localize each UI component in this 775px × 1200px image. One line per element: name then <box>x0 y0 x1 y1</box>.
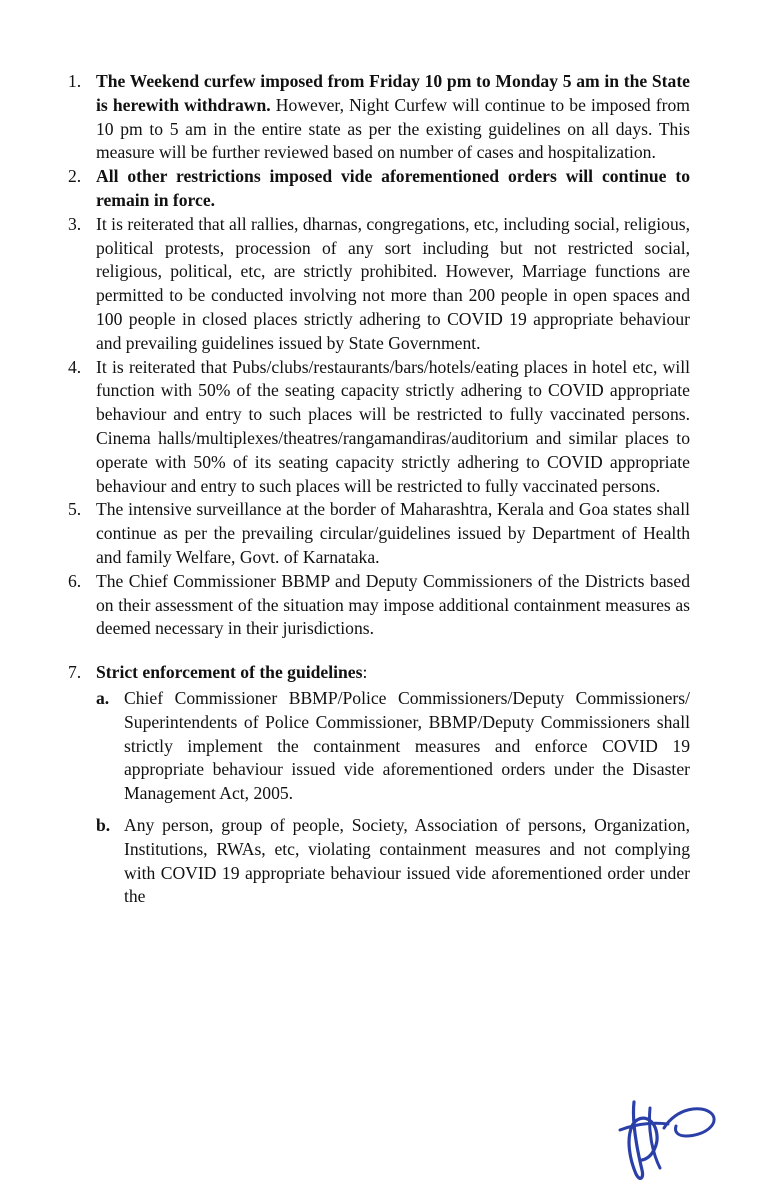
list-item-3 <box>62 213 690 356</box>
sub-item-letter: a. <box>96 687 110 708</box>
item-number: 1. <box>68 71 82 91</box>
list-item-7 <box>62 661 690 909</box>
list-item-5 <box>62 498 690 569</box>
item-text: The Chief Commissioner BBMP and Deputy Commissioners of the Districts based on their assessment of the situation may impose additional containment measures as deemed necessary in their jurisdictions. <box>96 570 690 639</box>
item-text: The intensive surveillance at the border of Maharashtra, Kerala and Goa states shall continue as per the prevailing circular/guidelines issued by Department of Health and family Welfare, Govt. of Karnataka. <box>96 499 690 567</box>
signature-stroke <box>620 1123 668 1130</box>
sub-item-text: Any person, group of people, Society, Association of persons, Organization, Institutions, RWAs, etc, violating containment measures and not complying with COVID 19 appropriate behaviour issued vide aforementioned order under the <box>124 814 690 907</box>
item-bold-text: The Weekend curfew imposed from Friday 10 pm to Monday 5 am in the State is herewith withdrawn. <box>96 71 690 115</box>
item-number: 4. <box>68 356 82 377</box>
sub-item-text: Chief Commissioner BBMP/Police Commissioners/Deputy Commissioners/ Superintendents of Police Commissioner, BBMP/Deputy Commissioners shall strictly implement the containment measures and enforce COVID 19 appropriate behaviour issued vide aforementioned orders under the Disaster Management Act, 2005. <box>124 687 690 804</box>
item-text: However, Night Curfew will continue to be imposed from 10 pm to 5 am in the entire state as per the existing guidelines on all days. This measure will be further reviewed based on number of cases and hospitalization. <box>96 94 690 163</box>
item-bold-text: Strict enforcement of the guidelines <box>96 662 363 683</box>
sub-item-b <box>96 814 690 909</box>
sub-list <box>96 687 690 909</box>
handwritten-signature <box>612 1090 722 1190</box>
item-number: 6. <box>68 570 82 591</box>
signature-stroke <box>664 1109 714 1136</box>
list-item-2 <box>62 165 690 213</box>
sub-item-a <box>96 687 690 806</box>
sub-item-letter: b. <box>96 814 111 835</box>
item-number: 7. <box>68 662 82 683</box>
guidelines-list <box>62 70 690 909</box>
item-number: 3. <box>68 213 82 234</box>
item-bold-text: All other restrictions imposed vide aforementioned orders will continue to remain in force. <box>96 166 690 210</box>
list-item-1 <box>62 70 690 165</box>
list-item-4 <box>62 356 690 499</box>
list-item-6 <box>62 570 690 641</box>
signature-stroke <box>629 1102 657 1178</box>
item-text: It is reiterated that all rallies, dharnas, congregations, etc, including social, religious, political protests, procession of any sort including but not restricted social, religious, political, etc, are strictly prohibited. However, Marriage functions are permitted to be conducted involving not more than 200 people in open spaces and 100 people in closed places strictly adhering to COVID 19 appropriate behaviour and prevailing guidelines issued by State Government. <box>96 213 690 353</box>
item-number: 5. <box>68 499 82 520</box>
item-text: : <box>362 662 368 683</box>
item-text: It is reiterated that Pubs/clubs/restaurants/bars/hotels/eating places in hotel etc, will function with 50% of the seating capacity strictly adhering to COVID appropriate behaviour and entry to such places will be restricted to fully vaccinated persons. Cinema halls/multiplexes/theatres/rangamandiras/auditorium and similar places to operate with 50% of its seating capacity strictly adhering to COVID appropriate behaviour and entry to such places will be restricted to fully vaccinated persons. <box>96 356 690 496</box>
item-number: 2. <box>68 166 82 187</box>
